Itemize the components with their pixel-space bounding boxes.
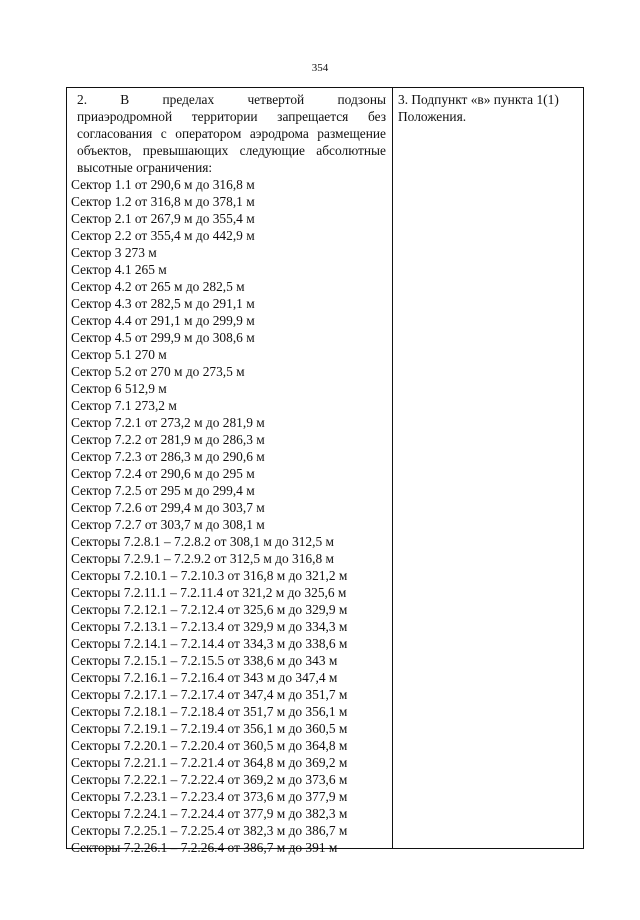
reference-line: 3. Подпункт «в» пункта 1(1) (398, 92, 559, 107)
sector-line: Секторы 7.2.9.1 – 7.2.9.2 от 312,5 м до 316,8 м (71, 551, 334, 566)
sector-line: Секторы 7.2.23.1 – 7.2.23.4 от 373,6 м до 377,9 м (71, 789, 348, 804)
sector-line: Сектор 1.2 от 316,8 м до 378,1 м (71, 194, 255, 209)
sector-line: Сектор 5.2 от 270 м до 273,5 м (71, 364, 245, 379)
sector-line: Секторы 7.2.10.1 – 7.2.10.3 от 316,8 м до 321,2 м (71, 568, 348, 583)
sector-line: Секторы 7.2.13.1 – 7.2.13.4 от 329,9 м до 334,3 м (71, 619, 348, 634)
sector-line: Сектор 4.5 от 299,9 м до 308,6 м (71, 330, 255, 345)
document-table (66, 87, 584, 855)
sector-line: Сектор 5.1 270 м (71, 347, 167, 362)
restriction-intro (71, 91, 386, 176)
sector-line: Секторы 7.2.8.1 – 7.2.8.2 от 308,1 м до 312,5 м (71, 534, 334, 549)
sector-line: Сектор 4.3 от 282,5 м до 291,1 м (71, 296, 255, 311)
sector-line: Секторы 7.2.20.1 – 7.2.20.4 от 360,5 м до 364,8 м (71, 738, 348, 753)
sector-line: Сектор 6 512,9 м (71, 381, 167, 396)
intro-line: высотные ограничения: (77, 160, 213, 175)
sector-line: Секторы 7.2.21.1 – 7.2.21.4 от 364,8 м до 369,2 м (71, 755, 348, 770)
sector-line: Секторы 7.2.17.1 – 7.2.17.4 от 347,4 м до 351,7 м (71, 687, 348, 702)
sector-line: Сектор 4.4 от 291,1 м до 299,9 м (71, 313, 255, 328)
sector-line: Секторы 7.2.11.1 – 7.2.11.4 от 321,2 м до 325,6 м (71, 585, 347, 600)
intro-line: согласования с оператором аэродрома размещение (77, 126, 386, 141)
sector-line: Секторы 7.2.24.1 – 7.2.24.4 от 377,9 м до 382,3 м (71, 806, 348, 821)
intro-line: 2. В пределах четвертой подзоны (77, 92, 386, 107)
intro-line: приаэродромной территории запрещается без (77, 109, 386, 124)
sector-line: Секторы 7.2.18.1 – 7.2.18.4 от 351,7 м до 356,1 м (71, 704, 348, 719)
left-cell (71, 91, 386, 856)
sector-line: Секторы 7.2.16.1 – 7.2.16.4 от 343 м до 347,4 м (71, 670, 338, 685)
intro-line: объектов, превышающих следующие абсолютные (77, 143, 386, 158)
sector-line: Сектор 7.2.5 от 295 м до 299,4 м (71, 483, 255, 498)
sector-line: Сектор 4.2 от 265 м до 282,5 м (71, 279, 245, 294)
sector-line: Сектор 4.1 265 м (71, 262, 167, 277)
right-cell (398, 91, 580, 125)
page-number: 354 (311, 62, 329, 74)
sector-line: Секторы 7.2.12.1 – 7.2.12.4 от 325,6 м до 329,9 м (71, 602, 348, 617)
sector-line: Секторы 7.2.14.1 – 7.2.14.4 от 334,3 м до 338,6 м (71, 636, 348, 651)
sector-line: Секторы 7.2.19.1 – 7.2.19.4 от 356,1 м до 360,5 м (71, 721, 348, 736)
sector-line: Сектор 2.1 от 267,9 м до 355,4 м (71, 211, 255, 226)
sector-line: Секторы 7.2.15.1 – 7.2.15.5 от 338,6 м до 343 м (71, 653, 338, 668)
sector-line: Сектор 7.2.2 от 281,9 м до 286,3 м (71, 432, 265, 447)
sector-line: Сектор 7.1 273,2 м (71, 398, 177, 413)
reference-line: Положения. (398, 109, 467, 124)
sector-line: Сектор 3 273 м (71, 245, 157, 260)
sector-line: Сектор 7.2.6 от 299,4 м до 303,7 м (71, 500, 265, 515)
sector-line: Сектор 7.2.1 от 273,2 м до 281,9 м (71, 415, 265, 430)
column-divider (392, 88, 393, 848)
sector-line: Секторы 7.2.22.1 – 7.2.22.4 от 369,2 м до 373,6 м (71, 772, 348, 787)
sector-list (71, 176, 386, 856)
sector-line: Сектор 2.2 от 355,4 м до 442,9 м (71, 228, 255, 243)
sector-line: Секторы 7.2.25.1 – 7.2.25.4 от 382,3 м до 386,7 м (71, 823, 348, 838)
sector-line: Сектор 7.2.3 от 286,3 м до 290,6 м (71, 449, 265, 464)
sector-line: Сектор 1.1 от 290,6 м до 316,8 м (71, 177, 255, 192)
sector-line: Секторы 7.2.26.1 – 7.2.26.4 от 386,7 м до 391 м (71, 840, 338, 855)
sector-line: Сектор 7.2.7 от 303,7 м до 308,1 м (71, 517, 265, 532)
sector-line: Сектор 7.2.4 от 290,6 м до 295 м (71, 466, 255, 481)
